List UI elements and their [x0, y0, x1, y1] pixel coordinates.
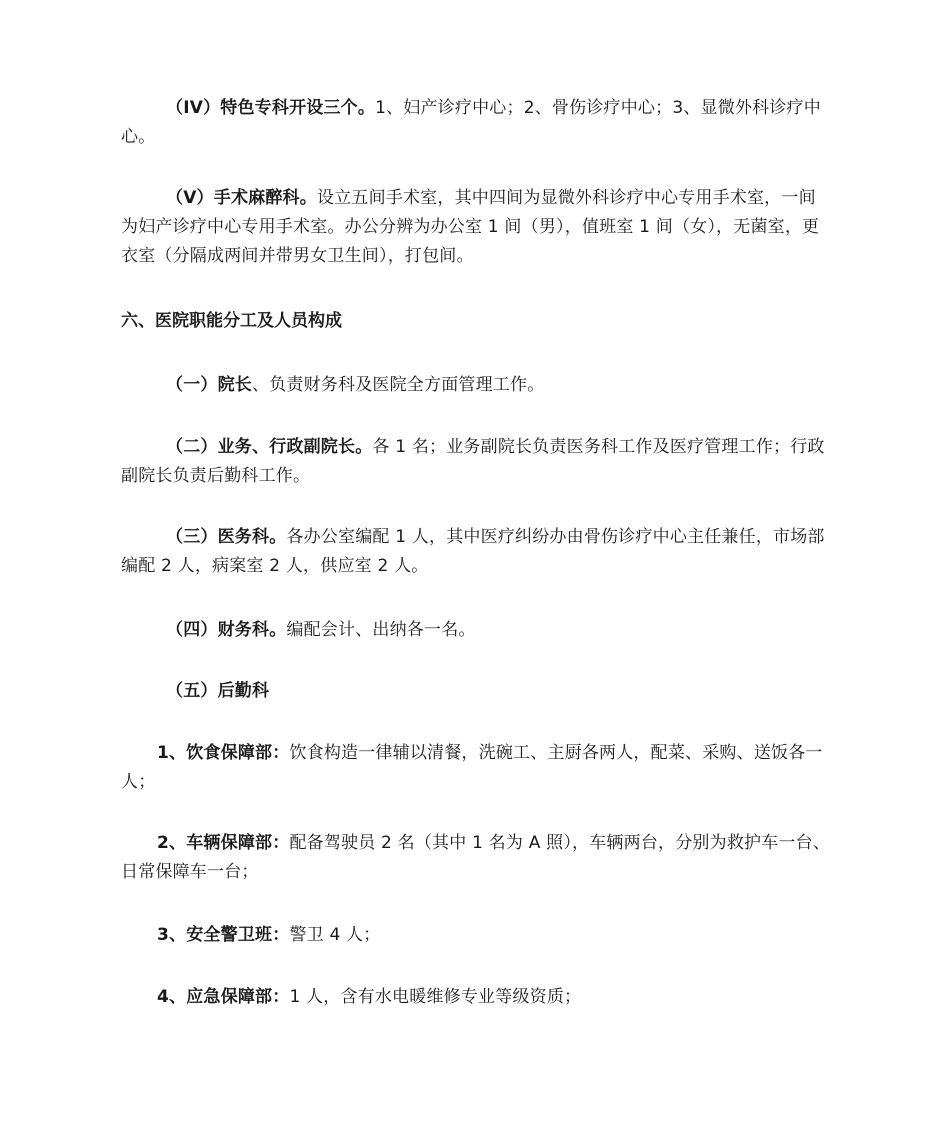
- paragraph-lead: 4、应急保障部：: [157, 987, 290, 1007]
- paragraph-vehicles: [121, 829, 831, 887]
- paragraph-text: 警卫 4 人；: [289, 925, 381, 945]
- paragraph-text: 、负责财务科及医院全方面管理工作。: [252, 375, 545, 395]
- paragraph-lead: 3、安全警卫班：: [157, 925, 290, 945]
- paragraph-text: 配备驾驶员 2 名（其中 1 名为 A 照），车辆两台，分别为救护车一台、日常保障车一台；: [121, 833, 831, 882]
- paragraph-text: 1 人，含有水电暖维修专业等级资质；: [289, 987, 582, 1007]
- paragraph-text: 饮食构造一律辅以清餐，洗碗工、主厨各两人，配菜、采购、送饭各一人；: [121, 743, 823, 792]
- paragraph-security: [121, 921, 831, 950]
- paragraph-emergency: [121, 983, 831, 1012]
- paragraph-medical-affairs: [121, 523, 831, 581]
- paragraph-lead: （一）院长: [166, 375, 252, 395]
- paragraph-catering: [121, 739, 831, 797]
- paragraph-lead: （四）财务科。: [166, 620, 287, 640]
- paragraph-lead: （五）后勤科: [166, 681, 270, 701]
- paragraph-president: [121, 371, 831, 400]
- paragraph-text: 编配会计、出纳各一名。: [286, 620, 476, 640]
- paragraph-vice-presidents: [121, 433, 831, 491]
- section-title: 六、医院职能分工及人员构成: [121, 311, 342, 331]
- paragraph-lead: （二）业务、行政副院长。: [166, 437, 373, 457]
- paragraph-specialty-departments: [121, 94, 831, 152]
- paragraph-text: 设立五间手术室，其中四间为显微外科诊疗中心专用手术室，一间为妇产诊疗中心专用手术室。办公分辨为办公室 1 间（男），值班室 1 间（女），无菌室，更衣室（分隔成两间并带男女卫生间），打包间。: [121, 188, 820, 266]
- paragraph-logistics: [121, 677, 831, 706]
- paragraph-lead: （IV）特色专科开设三个。: [166, 98, 376, 118]
- paragraph-lead: （V）手术麻醉科。: [166, 188, 317, 208]
- paragraph-surgery-anesthesia: [121, 184, 831, 271]
- paragraph-lead: 2、车辆保障部：: [157, 833, 290, 853]
- paragraph-lead: 1、饮食保障部：: [157, 743, 290, 763]
- paragraph-text: 各 1 名；业务副院长负责医务科工作及医疗管理工作；行政副院长负责后勤科工作。: [121, 437, 825, 486]
- paragraph-lead: （三）医务科。: [166, 527, 287, 547]
- paragraph-text: 各办公室编配 1 人，其中医疗纠纷办由骨伤诊疗中心主任兼任，市场部编配 2 人，病案室 2 人，供应室 2 人。: [121, 527, 825, 576]
- paragraph-finance: [121, 616, 831, 645]
- paragraph-text: 1、妇产诊疗中心；2、骨伤诊疗中心；3、显微外科诊疗中心。: [121, 98, 821, 147]
